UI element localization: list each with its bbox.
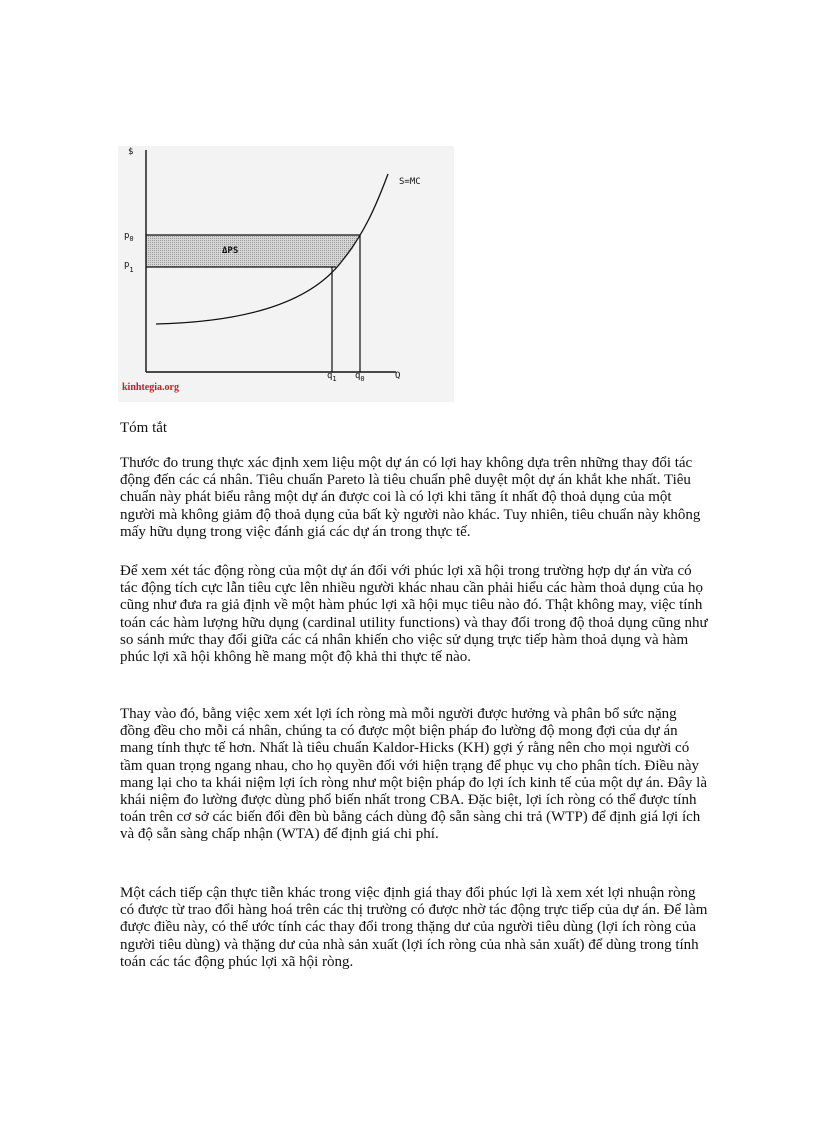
curve-label: S=MC [399, 177, 421, 187]
section-heading: Tóm tắt [120, 420, 168, 436]
watermark: kinhtegia.org [122, 382, 179, 393]
paragraph-4 [120, 885, 710, 971]
paragraph-1-text: Thước đo trung thực xác định xem liệu một dự án có lợi hay không dựa trên những thay đổi tác động đến các cá nhân. Tiêu chuẩn Pareto là tiêu chuẩn phê duyệt một dự án khắt khe nhất. Tiêu chuẩn này phát biểu rằng một dự án được coi là có lợi khi tăng ít nhất độ thoả dụng của một người mà không giảm độ thoả dụng của bất kỳ người nào khác. Tuy nhiên, tiêu chuẩn này không mấy hữu dụng trong việc đánh giá các dự án trong thực tế. [120, 455, 701, 540]
q1-letter: q [327, 371, 333, 381]
paragraph-2 [120, 563, 710, 666]
x-axis-label: Q [395, 371, 401, 381]
p1-subscript: 1 [129, 266, 134, 274]
paragraph-4-text: Một cách tiếp cận thực tiễn khác trong việc định giá thay đổi phúc lợi là xem xét lợi nhuận ròng có được từ trao đổi hàng hoá trên các thị trường có được nhờ tác động trực tiếp của dự án. Để làm được điều này, có thể ước tính các thay đổi trong thặng dư của người tiêu dùng (lợi ích ròng của người tiêu dùng) và thặng dư của nhà sản xuất (lợi ích ròng của nhà sản xuất) để dùng trong tính toán các tác động phúc lợi xã hội ròng. [120, 885, 708, 970]
area-label: ΔPS [222, 246, 239, 256]
p0-letter: p [124, 231, 130, 241]
p0-subscript: 0 [129, 235, 134, 243]
y-axis-label: $ [128, 147, 134, 157]
producer-surplus-diagram [118, 146, 454, 402]
q0-letter: q [355, 371, 361, 381]
diagram-svg [118, 146, 454, 402]
producer-surplus-area [146, 235, 360, 267]
paragraph-1 [120, 455, 710, 541]
q1-subscript: 1 [332, 375, 337, 383]
paragraph-3 [120, 706, 710, 844]
q0-subscript: 0 [360, 375, 365, 383]
p1-letter: p [124, 260, 130, 270]
paragraph-2-text: Để xem xét tác động ròng của một dự án đối với phúc lợi xã hội trong trường hợp dự án vừa có tác động tích cực lẫn tiêu cực lên nhiều người khác nhau cần phải hiểu các hàm thoả dụng của họ cũng như đưa ra giả định về một hàm phúc lợi xã hội mục tiêu nào đó. Thật không may, việc tính toán các hàm lượng hữu dụng (cardinal utility functions) và thay đổi trong độ thoả dụng cũng như so sánh mức thay đổi giữa các cá nhân khiến cho việc sử dụng trực tiếp hàm thoả dụng và hàm phúc lợi xã hội không hề mang một độ khả thi thực tế nào. [120, 563, 708, 666]
paragraph-3-text: Thay vào đó, bằng việc xem xét lợi ích ròng mà mỗi người được hưởng và phân bổ sức nặng đồng đều cho mỗi cá nhân, chúng ta có được một biện pháp đo lường độ mong đợi của dự án mang tính thực tế hơn. Nhất là tiêu chuẩn Kaldor-Hicks (KH) gợi ý rằng nên cho mọi người có tầm quan trọng ngang nhau, cho họ quyền đối với hiện trạng để phục vụ cho phân tích. Điều này mang lại cho ta khái niệm lợi ích ròng như một biện pháp đo lợi ích kinh tế của một dự án. Đây là khái niệm đo lường được dùng phổ biến nhất trong CBA. Đặc biệt, lợi ích ròng có thể được tính toán trên cơ sở các biến đổi đền bù bằng cách dùng độ sẵn sàng chi trả (WTP) để định giá lợi ích và độ sẵn sàng chấp nhận (WTA) để định giá chi phí. [120, 706, 707, 843]
